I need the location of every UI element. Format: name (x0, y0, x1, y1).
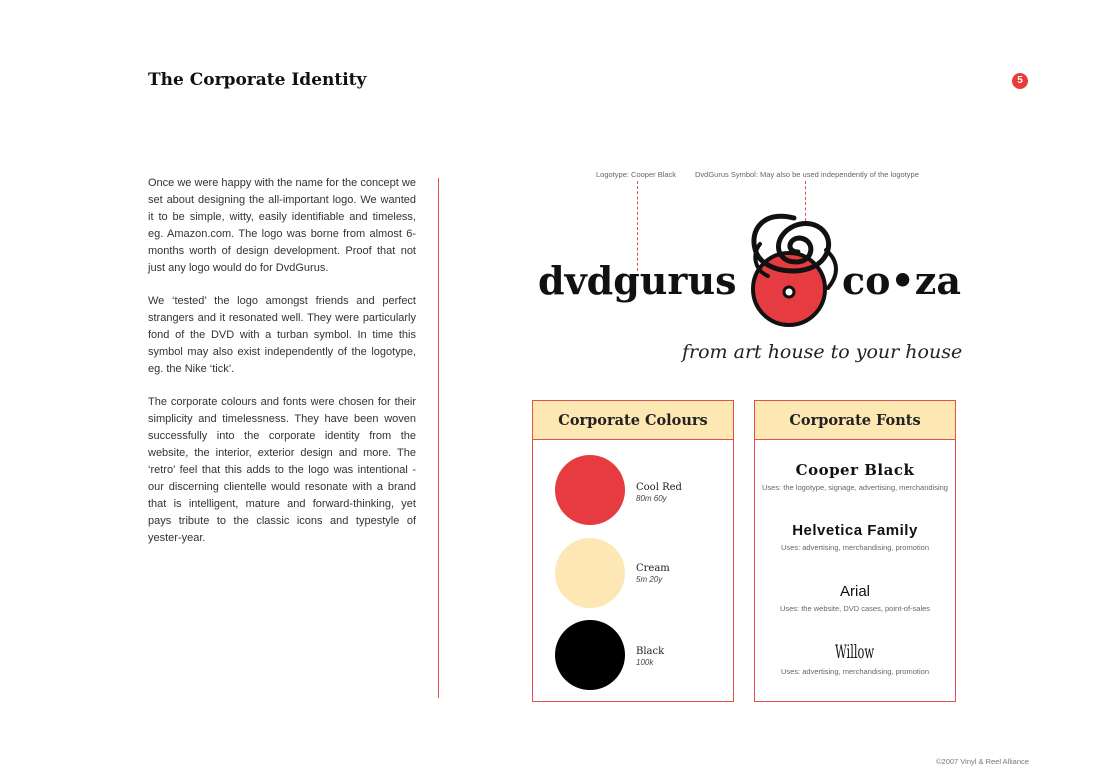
swatch-cool-red (555, 455, 625, 525)
font-name: Arial (839, 583, 870, 600)
logo-wordmark-right: co•za (842, 258, 961, 303)
body-text (148, 175, 416, 563)
corporate-colours-card (532, 400, 734, 702)
font-uses: Uses: the website, DVD cases, point-of-sales (779, 604, 931, 613)
swatch-value: 80m 60y (636, 494, 667, 503)
column-divider (438, 178, 439, 698)
font-name: Helvetica Family (792, 522, 918, 539)
font-item-cooper-black (755, 461, 955, 492)
dvd-turban-symbol-icon (744, 210, 848, 334)
paragraph: The corporate colours and fonts were chosen for their simplicity and timelessness. They have been woven successfully into the corporate identity from the website, the interior, exterior design and more. The ‘retro’ feel that this adds to the logo was intentional - our discerning clientelle would resonate with a brand that is intelligent, mature and forward-thinking, yet pays tribute to the classic icons and typestyle of yester-year. (148, 396, 416, 544)
page-number-badge: 5 (1012, 73, 1028, 89)
font-uses: Uses: the logotype, signage, advertising, merchandising (762, 483, 948, 492)
colours-heading: Corporate Colours (533, 401, 733, 440)
font-uses: Uses: advertising, merchandising, promotion (781, 543, 929, 552)
swatch-value: 100k (636, 658, 654, 667)
font-name: Cooper Black (795, 461, 915, 479)
logo-wordmark-left: dvdgurus (538, 258, 737, 303)
font-item-arial (755, 583, 955, 613)
font-uses: Uses: advertising, merchandising, promotion (781, 667, 929, 676)
corporate-fonts-card (754, 400, 956, 702)
page-title: The Corporate Identity (148, 70, 367, 90)
logo-tagline: from art house to your house (682, 341, 963, 363)
copyright-footer: ©2007 Vinyl & Reel Alliance (936, 757, 1029, 766)
logotype-caption: Logotype: Cooper Black (596, 170, 677, 179)
paragraph: Once we were happy with the name for the concept we set about designing the all-important logo. We wanted it to be simple, witty, easily identifiable and timeless, eg. Amazon.com. The logo was borne from almost 6-months worth of design development. Proof that not just any logo would do for DvdGurus. (148, 177, 416, 274)
paragraph: We ‘tested’ the logo amongst friends and perfect strangers and it resonated well. They were particularly fond of the DVD with a turban symbol. In time this symbol may also exist independently of the logotype, eg. the Nike ‘tick’. (148, 295, 416, 375)
font-name: Willow (835, 641, 875, 663)
swatch-value: 5m 20y (636, 575, 663, 584)
swatch-black (555, 620, 625, 690)
font-item-willow (755, 641, 955, 676)
fonts-heading: Corporate Fonts (755, 401, 955, 440)
symbol-caption: DvdGurus Symbol: May also be used independently of the logotype (695, 170, 919, 179)
swatch-cream (555, 538, 625, 608)
swatch-name: Cool Red (636, 482, 682, 493)
swatch-name: Cream (636, 563, 670, 574)
swatch-name: Black (636, 646, 665, 657)
font-item-helvetica (755, 522, 955, 552)
